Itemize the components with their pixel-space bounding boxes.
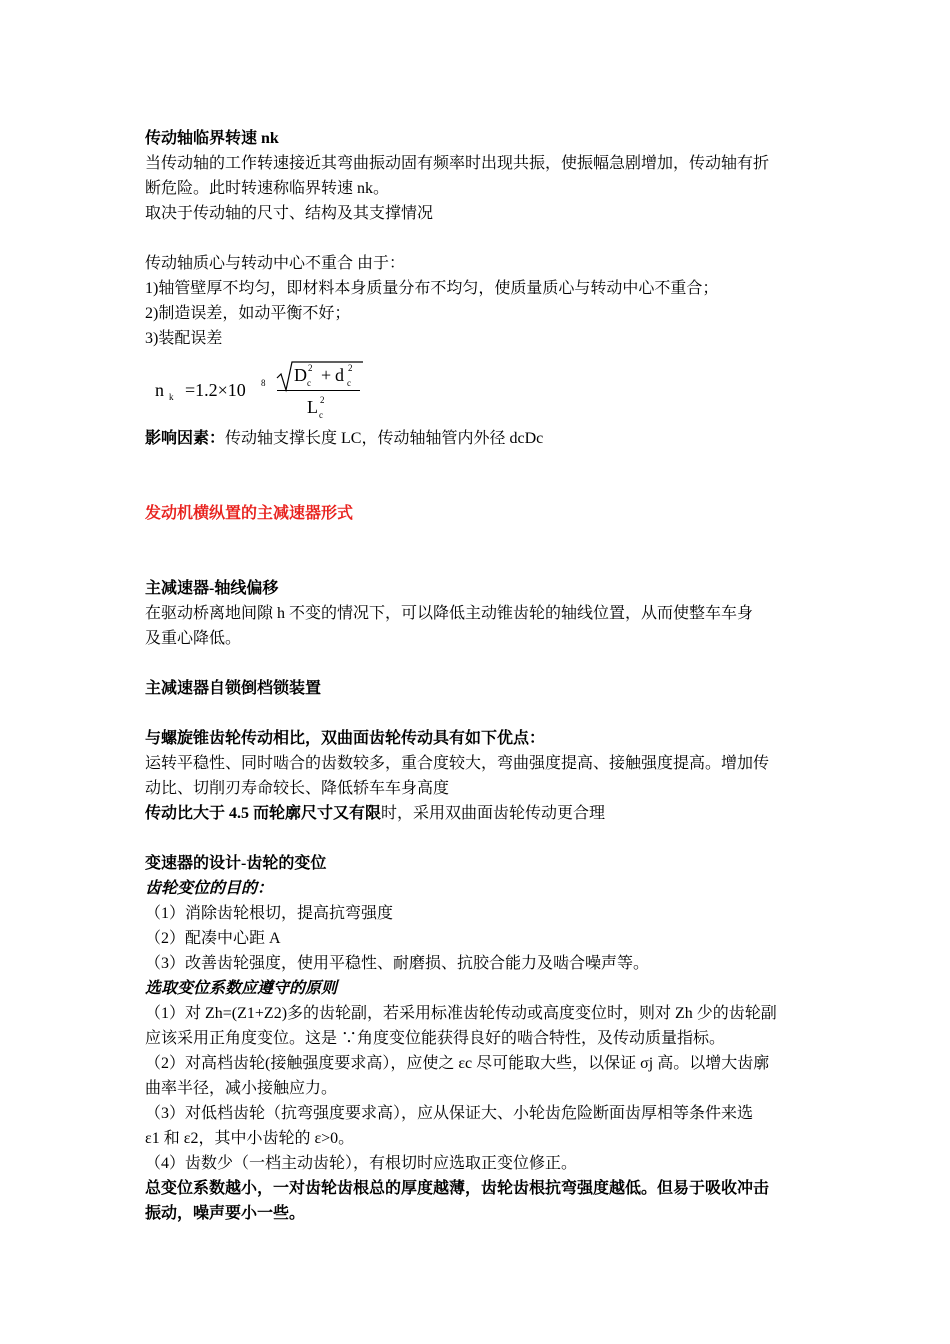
paragraph-line: 在驱动桥离地间隙 h 不变的情况下，可以降低主动锥齿轮的轴线位置，从而使整车车身 <box>145 605 754 622</box>
influencing-factors <box>145 426 810 451</box>
section-title-engine-layout: 发动机横纵置的主减速器形式 <box>145 505 354 522</box>
formula-num-D-sup: 2 <box>308 363 313 373</box>
formula-num-D-sub: c <box>307 378 311 388</box>
formula-num-d: d <box>335 365 344 385</box>
paragraph-line: 断危险。此时转速称临界转速 nk。 <box>145 180 390 197</box>
list-item: （4）齿数少（一档主动齿轮），有根切时应选取正变位修正。 <box>145 1155 578 1172</box>
paragraph-line: 运转平稳性、同时啮合的齿数较多，重合度较大，弯曲强度提高、接触强度提高。增加传 <box>145 755 770 772</box>
paragraph-line <box>145 801 810 826</box>
section-title-hypoid-advantages: 与螺旋锥齿轮传动相比，双曲面齿轮传动具有如下优点： <box>145 730 546 747</box>
list-item-continued: ε1 和 ε2，其中小齿轮的 ε>0。 <box>145 1130 355 1147</box>
subheading-principles: 选取变位系数应遵守的原则 <box>145 980 338 997</box>
list-item: 1)轴管壁厚不均匀，即材料本身质量分布不均匀，使质量质心与转动中心不重合； <box>145 280 719 297</box>
formula-lhs: n <box>155 380 164 400</box>
paragraph-text: 时，采用双曲面齿轮传动更合理 <box>381 805 606 822</box>
list-item: （3）对低档齿轮（抗弯强度要求高），应从保证大、小轮齿危险断面齿厚相等条件来选 <box>145 1105 754 1122</box>
list-item: （2）对高档齿轮(接触强度要求高），应使之 εc 尽可能取大些，以保证 σj 高。以增大齿廓 <box>145 1055 770 1072</box>
fraction-bar <box>277 390 360 391</box>
formula-plus: + <box>321 365 332 385</box>
list-item: 2)制造误差，如动平衡不好； <box>145 305 351 322</box>
factors-label: 影响因素： <box>145 430 226 447</box>
section-title-axis-offset: 主减速器-轴线偏移 <box>145 580 279 597</box>
conclusion-line: 振动，噪声要小一些。 <box>145 1205 306 1222</box>
formula-num-D: D <box>294 365 307 385</box>
formula-exponent: 8 <box>261 378 266 388</box>
list-item-continued: 曲率半径，减小接触应力。 <box>145 1080 338 1097</box>
formula-num-d-sup: 2 <box>348 363 353 373</box>
formula-den-L-sub: c <box>319 410 323 420</box>
paragraph-line: 取决于传动轴的尺寸、结构及其支撑情况 <box>145 205 434 222</box>
paragraph-line: 及重心降低。 <box>145 630 242 647</box>
formula-den-L: L <box>307 397 318 417</box>
list-item: （3）改善齿轮强度，使用平稳性、耐磨损、抗胶合能力及啮合噪声等。 <box>145 955 650 972</box>
subheading-purpose: 齿轮变位的目的： <box>145 880 274 897</box>
formula-num-d-sub: c <box>347 378 351 388</box>
formula-coefficient: =1.2×10 <box>185 380 246 400</box>
emphasis-text: 传动比大于 4.5 而轮廓尺寸又有限 <box>145 805 382 822</box>
factors-text: 传动轴支撑长度 LC，传动轴轴管内外径 dcDc <box>225 430 544 447</box>
paragraph-line: 动比、切削刃寿命较长、降低轿车车身高度 <box>145 780 450 797</box>
paragraph-line: 当传动轴的工作转速接近其弯曲振动固有频率时出现共振，使振幅急剧增加，传动轴有折 <box>145 155 770 172</box>
list-item: 3)装配误差 <box>145 330 223 347</box>
section-title-critical-speed: 传动轴临界转速 nk <box>145 130 279 147</box>
formula-den-L-sup: 2 <box>320 395 325 405</box>
list-item-continued: 应该采用正角度变位。这是 ∵角度变位能获得良好的啮合特性，及传动质量指标。 <box>145 1030 726 1047</box>
list-item: （1）对 Zh=(Z1+Z2)多的齿轮副，若采用标准齿轮传动或高度变位时，则对 Zh 少的齿轮副 <box>145 1005 777 1022</box>
list-item: （1）消除齿轮根切，提高抗弯强度 <box>145 905 394 922</box>
list-item: （2）配凑中心距 A <box>145 930 281 947</box>
section-title-gear-shift: 变速器的设计-齿轮的变位 <box>145 855 327 872</box>
section-title-self-lock: 主减速器自锁倒档锁装置 <box>145 680 322 697</box>
paragraph-line: 传动轴质心与转动中心不重合 由于： <box>145 255 406 272</box>
conclusion-line: 总变位系数越小，一对齿轮齿根总的厚度越薄，齿轮齿根抗弯强度越低。但易于吸收冲击 <box>145 1180 770 1197</box>
formula-lhs-sub: k <box>169 392 174 402</box>
critical-speed-formula <box>155 360 375 422</box>
